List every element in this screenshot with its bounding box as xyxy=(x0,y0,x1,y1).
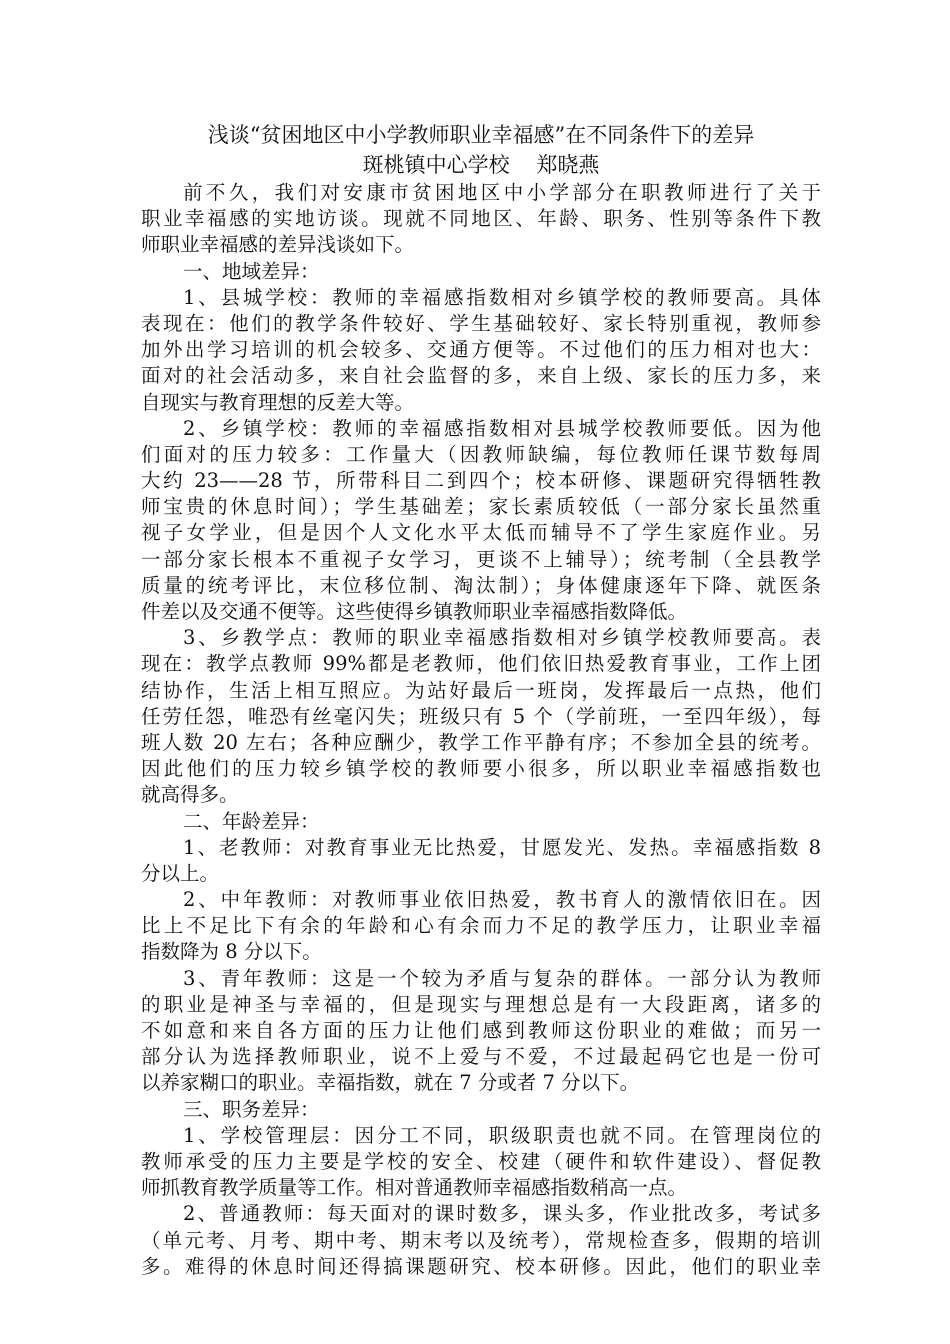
paragraph-line: （单元考、月考、期中考、期末考以及统考），常规检查多，假期的培训 xyxy=(141,1228,821,1252)
paragraph-line: 2、普通教师：每天面对的课时数多，课头多，作业批改多，考试多 xyxy=(183,1202,821,1226)
paragraph-line: 二、年龄差异： xyxy=(183,809,320,833)
paragraph-line: 比上不足比下有余的年龄和心有余而力不足的教学压力，让职业幸福 xyxy=(141,914,821,938)
paragraph-line: 一、地域差异： xyxy=(183,259,320,283)
paragraph-line: 师抓教育教学质量等工作。相对普通教师幸福感指数稍高一点。 xyxy=(141,1176,688,1200)
paragraph-line: 质量的统考评比，末位移位制、淘汰制）；身体健康逐年下降、就医条 xyxy=(141,573,821,597)
author-byline: 斑桃镇中心学校 郑晓燕 xyxy=(362,153,600,177)
document-page xyxy=(141,118,821,1280)
document-body xyxy=(141,180,821,1280)
paragraph-line: 教师承受的压力主要是学校的安全、校建（硬件和软件建设）、督促教 xyxy=(141,1149,821,1173)
paragraph-line: 前不久，我们对安康市贫困地区中小学部分在职教师进行了关于 xyxy=(183,181,821,204)
paragraph-line: 指数降为 8 分以下。 xyxy=(141,940,322,964)
paragraph-line: 结协作，生活上相互照应。为站好最后一班岗，发挥最后一点热，他们 xyxy=(141,678,821,702)
document-title: 浅谈“贫困地区中小学教师职业幸福感”在不同条件下的差异 xyxy=(207,123,755,147)
paragraph-line: 2、乡镇学校：教师的幸福感指数相对县城学校教师要低。因为他 xyxy=(183,416,821,440)
paragraph-line: 师宝贵的休息时间）；学生基础差；家长素质较低（一部分家长虽然重 xyxy=(141,495,821,519)
paragraph-line: 自现实与教育理想的反差大等。 xyxy=(141,390,415,414)
paragraph-line: 大约 23——28 节，所带科目二到四个；校本研修、课题研究得牺牲教 xyxy=(141,469,821,493)
paragraph-line: 以养家糊口的职业。幸福指数，就在 7 分或者 7 分以下。 xyxy=(141,1071,640,1095)
paragraph-line: 师职业幸福感的差异浅谈如下。 xyxy=(141,233,415,257)
paragraph-line: 表现在：他们的教学条件较好、学生基础较好、家长特别重视，教师参 xyxy=(141,311,821,335)
paragraph-line: 3、乡教学点：教师的职业幸福感指数相对乡镇学校教师要高。表 xyxy=(183,626,821,650)
paragraph-line: 三、职务差异： xyxy=(183,1097,320,1121)
paragraph-line: 视子女学业，但是因个人文化水平太低而辅导不了学生家庭作业。另 xyxy=(141,521,821,545)
paragraph-line: 加外出学习培训的机会较多、交通方便等。不过他们的压力相对也大： xyxy=(141,338,821,362)
paragraph-line: 们面对的压力较多：工作量大（因教师缺编，每位教师任课节数每周 xyxy=(141,442,821,466)
paragraph-line: 现在：教学点教师 99%都是老教师，他们依旧热爱教育事业，工作上团 xyxy=(141,652,821,676)
paragraph-line: 不如意和来自各方面的压力让他们感到教师这份职业的难做；而另一 xyxy=(141,1019,821,1042)
paragraph-line: 的职业是神圣与幸福的，但是现实与理想总是有一大段距离，诸多的 xyxy=(141,992,821,1016)
paragraph-line: 职业幸福感的实地访谈。现就不同地区、年龄、职务、性别等条件下教 xyxy=(141,207,821,231)
paragraph-line: 多。难得的休息时间还得搞课题研究、校本研修。因此，他们的职业幸 xyxy=(141,1254,821,1278)
paragraph-line: 3、青年教师：这是一个较为矛盾与复杂的群体。一部分认为教师 xyxy=(183,966,821,990)
paragraph-line: 1、县城学校：教师的幸福感指数相对乡镇学校的教师要高。具体 xyxy=(183,285,821,309)
paragraph-line: 因此他们的压力较乡镇学校的教师要小很多，所以职业幸福感指数也 xyxy=(141,757,821,781)
paragraph-line: 分以上。 xyxy=(141,861,220,885)
paragraph-line: 一部分家长根本不重视子女学习，更谈不上辅导）；统考制（全县教学 xyxy=(141,547,821,571)
paragraph-line: 部分认为选择教师职业，说不上爱与不爱，不过最起码它也是一份可 xyxy=(141,1045,821,1069)
paragraph-line: 1、学校管理层：因分工不同，职级职责也就不同。在管理岗位的 xyxy=(183,1123,821,1147)
paragraph-line: 1、老教师：对教育事业无比热爱，甘愿发光、发热。幸福感指数 8 xyxy=(183,835,821,859)
paragraph-line: 任劳任怨，唯恐有丝毫闪失；班级只有 5 个（学前班，一至四年级），每 xyxy=(141,704,821,728)
paragraph-line: 就高得多。 xyxy=(141,783,239,807)
paragraph-line: 面对的社会活动多，来自社会监督的多，来自上级、家长的压力多，来 xyxy=(141,364,821,388)
paragraph-line: 件差以及交通不便等。这些使得乡镇教师职业幸福感指数降低。 xyxy=(141,600,688,623)
paragraph-line: 班人数 20 左右；各种应酬少，教学工作平静有序；不参加全县的统考。 xyxy=(141,730,821,754)
paragraph-line: 2、中年教师：对教师事业依旧热爱，教书育人的激情依旧在。因 xyxy=(183,888,821,912)
